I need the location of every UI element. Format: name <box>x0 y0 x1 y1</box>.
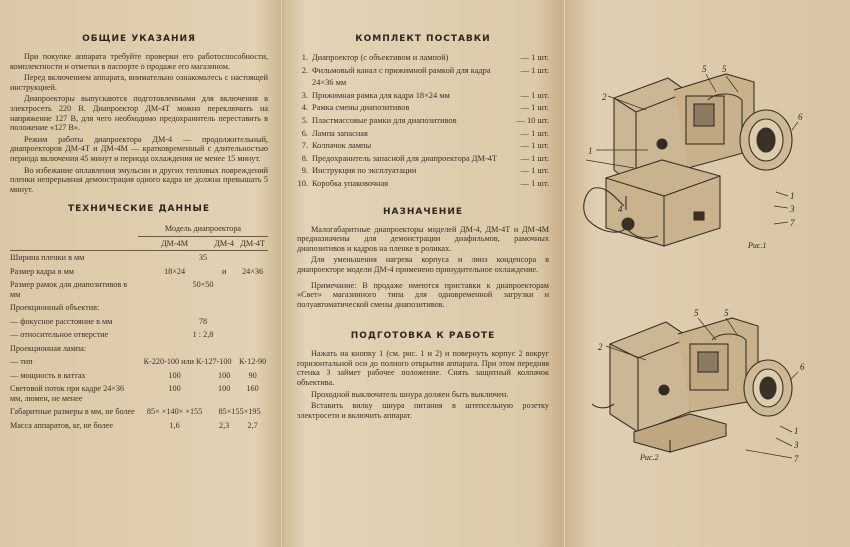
model-name: ДМ-4М <box>138 236 211 251</box>
callout-number: 2 <box>598 342 603 352</box>
specs-row <box>10 328 268 342</box>
figure-caption: Рис.2 <box>640 453 659 462</box>
callout-number: 5 <box>702 64 707 74</box>
list-item: 1. Диапроектор (с объективом и лампой) — 1 шт. <box>301 53 549 62</box>
specs-row <box>10 355 268 369</box>
general-paragraph: Во избежание оплавления эмульсии и других тепловых повреждений пленки непрерывная демонстрация одного кадра не должна превышать 5 минут. <box>10 165 268 194</box>
spec-value: К-220-100 или К-127-100 <box>143 357 232 367</box>
purpose-paragraph: Для уменьшения нагрева корпуса и линз конденсора в диапроекторе модели ДМ-4 применено принудительное охлаждение. <box>297 255 549 274</box>
left-panel <box>0 0 280 547</box>
specs-header-row <box>10 222 268 236</box>
figure-caption: Рис.1 <box>748 241 767 250</box>
general-paragraph: Перед включением аппарата, внимательно ознакомьтесь с настоящей инструкцией. <box>10 73 268 92</box>
spec-value: 1 : 2,8 <box>192 330 214 340</box>
callout-number: 7 <box>790 218 795 228</box>
callout-number: 1 <box>794 426 799 436</box>
list-item: 6. Лампа запасная — 1 шт. <box>301 128 549 138</box>
general-paragraph: Диапроекторы выпускаются подготовленными для включения в электросеть 220 В. Диапроектор ДМ-4Т можно переключить на напряжение 127 В, для чего необходимо предохранитель переставить в положение «127 В». <box>10 94 268 133</box>
callout-number: 1 <box>790 191 795 201</box>
spec-value: 78 <box>198 316 208 326</box>
figures-panel <box>566 0 850 547</box>
spec-label: — тип <box>10 357 33 367</box>
prep-paragraph: Вставить вилку шнура питания в штепсельную розетку электросети и включить аппарат. <box>297 401 549 420</box>
spec-value: 100 <box>168 384 181 394</box>
specs-table <box>10 222 268 432</box>
model-name: ДМ-4 <box>211 236 237 251</box>
list-item: 4. Рамка смены диапозитивов — 1 шт. <box>301 103 549 113</box>
spec-value: 100 <box>218 370 231 380</box>
callout-number: 6 <box>798 112 803 122</box>
model-header: Модель диапроектора <box>138 222 268 236</box>
callout-number: 7 <box>794 454 799 464</box>
list-item: 10. Коробка упаковочная — 1 шт. <box>297 178 549 188</box>
kit-title: КОМПЛЕКТ ПОСТАВКИ <box>355 34 491 44</box>
spec-value: К-12-90 <box>238 357 267 367</box>
kit-list <box>297 52 549 191</box>
figure-1-projector-open <box>584 74 792 246</box>
callout-number: 4 <box>618 204 623 214</box>
spec-value: 2,3 <box>219 420 230 430</box>
purpose-note: Примечание: В продаже имеются приставки к диапроекторам «Свет» магазинного типа для одновременной загрузки и полуавтоматической смены диапозитивов. <box>297 280 549 309</box>
spec-label: Проекционный объектив: <box>10 303 100 313</box>
spec-value: 100 <box>168 370 181 380</box>
spec-label: Проекционная лампа: <box>10 343 87 353</box>
spec-value: 85× ×140× ×155 <box>146 407 203 417</box>
callout-number: 6 <box>800 362 805 372</box>
general-paragraph: Режим работы диапроектора ДМ-4 — продолжительный, диапроекторов ДМ-4Т и ДМ-4М — кратковременный с длительностью периода включения 45 минут и периода охлаждения не менее 15 минут. <box>10 134 268 163</box>
list-item: 3. Прижимная рамка для кадра 18×24 мм — 1 шт. <box>301 90 549 100</box>
specs-row <box>10 369 268 383</box>
spec-value: 85×155×195 <box>218 407 261 417</box>
specs-row <box>10 265 268 279</box>
spec-label: Размер рамок для диапозитивов в мм <box>10 280 128 299</box>
callout-number: 3 <box>794 440 799 450</box>
spec-value: 100 <box>218 384 231 394</box>
list-item: 7. Колпачок лампы — 1 шт. <box>301 141 549 151</box>
spec-label: Масса аппаратов, кг, не более <box>10 420 113 430</box>
middle-panel <box>283 0 561 547</box>
spec-label: — относительное отверстие <box>10 330 109 340</box>
prep-paragraph: Проходной выключатель шнура должен быть выключен. <box>311 389 509 399</box>
prep-title: ПОДГОТОВКА К РАБОТЕ <box>350 331 496 342</box>
spec-label: Ширина пленки в мм <box>10 253 85 263</box>
specs-title: ТЕХНИЧЕСКИЕ ДАННЫЕ <box>67 204 210 215</box>
list-item: 9. Инструкция по эксплуатации — 1 шт. <box>301 166 549 176</box>
callout-number: 5 <box>724 308 729 318</box>
spec-value: 2,7 <box>247 420 258 430</box>
specs-row <box>10 278 268 301</box>
spec-value: 35 <box>198 253 208 263</box>
specs-models-row <box>10 236 268 251</box>
figures-svg <box>566 0 850 547</box>
list-item: 2. Фильмовый канал с прижимной рамкой для кадра 24×36 мм — 1 шт. <box>301 65 549 88</box>
spec-value: 18×24 <box>164 266 186 276</box>
general-title: ОБЩИЕ УКАЗАНИЯ <box>82 34 196 44</box>
spec-label: Габаритные размеры в мм, не более <box>10 407 135 417</box>
specs-row <box>10 251 268 265</box>
figure-2-projector-closed <box>592 318 792 452</box>
spec-label: — мощность в ваттах <box>10 370 86 380</box>
specs-row <box>10 315 268 329</box>
spec-label: Световой поток при кадре 24×36 мм, люмен, не менее <box>10 384 125 403</box>
spec-value: 160 <box>246 384 259 394</box>
spec-label: — фокусное расстояние в мм <box>10 316 113 326</box>
prep-paragraph: Нажать на кнопку 1 (см. рис. 1 и 2) и повернуть корпус 2 вокруг горизонтальной оси до полного открытия аппарата. При этом передняя стенка 3 займет рабочее положение. Снять защитный колпачок объектива. <box>297 349 549 388</box>
callout-number: 1 <box>588 146 593 156</box>
callout-number: 2 <box>602 92 607 102</box>
purpose-paragraph: Малогабаритные диапроекторы моделей ДМ-4, ДМ-4Т и ДМ-4М предназначены для демонстрации диафильмов, рамочных диапозитивов и кадров на пленке в роликах. <box>297 224 549 253</box>
model-name: ДМ-4Т <box>237 236 268 251</box>
spec-value: 50×50 <box>192 280 214 290</box>
callout-number: 5 <box>694 308 699 318</box>
spec-value: 90 <box>248 370 257 380</box>
list-item: 8. Предохранитель запасной для диапроектора ДМ-4Т — 1 шт. <box>301 153 549 163</box>
purpose-title: НАЗНАЧЕНИЕ <box>382 206 464 217</box>
callout-number: 3 <box>790 204 795 214</box>
specs-row <box>10 342 268 356</box>
general-paragraph: При покупке аппарата требуйте проверки его работоспособности, комплектности и отметки в паспорте о продаже его магазином. <box>10 52 268 71</box>
spec-value: и <box>221 266 227 276</box>
callout-number: 5 <box>722 64 727 74</box>
spec-value: 1,6 <box>169 420 180 430</box>
specs-row <box>10 405 268 419</box>
spec-value: 24×36 <box>242 266 264 276</box>
list-item: 5. Пластмассовые рамки для диапозитивов — 10 шт. <box>301 115 549 125</box>
spec-label: Размер кадра в мм <box>10 266 74 276</box>
specs-row <box>10 301 268 315</box>
specs-row <box>10 419 268 433</box>
specs-row <box>10 382 268 405</box>
